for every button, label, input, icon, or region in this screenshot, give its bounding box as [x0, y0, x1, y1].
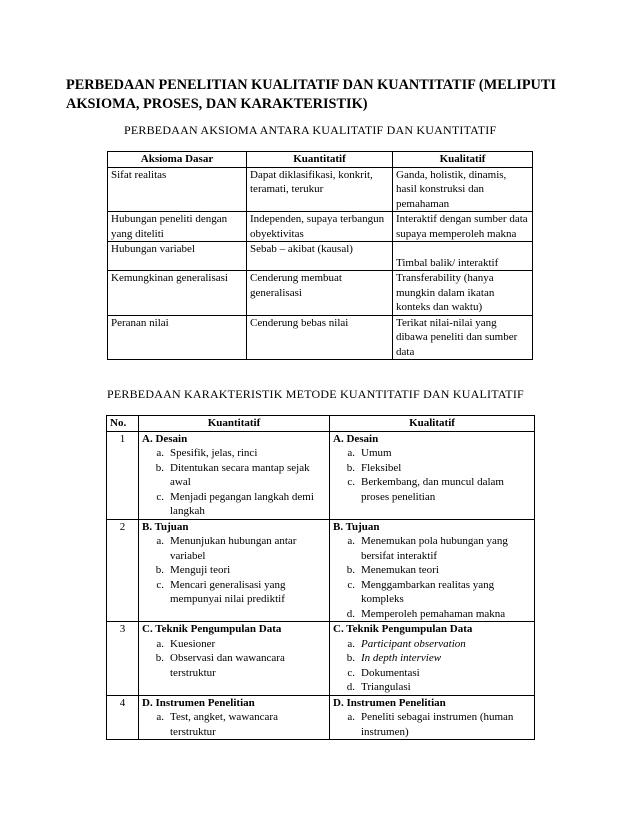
table-row [108, 167, 533, 212]
list-item: a. Kuesioner [156, 637, 216, 650]
list-item: a. Test, angket, wawancara terstruktur [156, 711, 278, 738]
table-cell: Transferability (hanya mungkin dalam ikatan konteks dan waktu) [393, 271, 533, 316]
list-item: b. Menemukan teori [346, 564, 439, 576]
section-title: D. Instrumen Penelitian [333, 696, 446, 709]
list-item: c. Mencari generalisasi yang mempunyai nilai prediktif [156, 578, 286, 605]
list-item: b. Ditentukan secara mantap sejak awal [155, 461, 310, 488]
table-cell [330, 622, 535, 696]
column-header: No. [107, 416, 139, 432]
section-title: A. Desain [333, 432, 379, 445]
section-title: A. Desain [142, 432, 188, 445]
axioms-table [107, 151, 533, 360]
table-cell: Terikat nilai-nilai yang dibawa peneliti dan sumber data [393, 315, 533, 360]
table-cell [330, 519, 535, 622]
list-item: c. Menjadi pegangan langkah demi langkah [156, 490, 314, 517]
list [142, 534, 326, 607]
table-cell [139, 695, 330, 740]
column-header: Kualitatif [330, 416, 535, 432]
table-cell: Peranan nilai [108, 315, 247, 360]
section-title: C. Teknik Pengumpulan Data [333, 623, 473, 635]
table-cell [139, 431, 330, 519]
table-header-row [107, 416, 535, 432]
list-item: b. Menguji teori [155, 564, 231, 576]
list-item: b. Fleksibel [346, 461, 402, 474]
table-cell: Kemungkinan generalisasi [108, 271, 247, 316]
table-cell: Sebab – akibat (kausal) [247, 242, 393, 271]
list [142, 637, 326, 681]
list-item: b. Observasi dan wawancara terstruktur [155, 652, 285, 679]
table-header-row [108, 152, 533, 168]
table-cell: Cenderung bebas nilai [247, 315, 393, 360]
table-cell: Cenderung membuat generalisasi [247, 271, 393, 316]
table-cell: Hubungan peneliti dengan yang diteliti [108, 212, 247, 242]
table-cell: Timbal balik/ interaktif [393, 242, 533, 271]
row-number: 4 [107, 695, 139, 740]
table-row [107, 519, 535, 622]
table-cell [139, 622, 330, 696]
section-title: B. Tujuan [142, 520, 189, 533]
table-cell [330, 431, 535, 519]
list-item: d. Memperoleh pemahaman makna [346, 607, 506, 620]
table-cell [139, 519, 330, 622]
table-cell: Dapat diklasifikasi, konkrit, teramati, terukur [247, 167, 393, 212]
list [333, 446, 531, 504]
table-row [108, 212, 533, 242]
list [142, 710, 326, 739]
column-header: Kualitatif [393, 152, 533, 168]
list-item: b. In depth interview [346, 652, 442, 664]
table-row [108, 242, 533, 271]
section-title: D. Instrumen Penelitian [142, 696, 255, 709]
table-row [108, 315, 533, 360]
table-cell: Interaktif dengan sumber data supaya memperoleh makna [393, 212, 533, 242]
characteristics-table [106, 415, 535, 740]
list [333, 637, 531, 695]
table-cell: Independen, supaya terbangun obyektivitas [247, 212, 393, 242]
table2-caption: PERBEDAAN KARAKTERISTIK METODE KUANTITATIF DAN KUALITATIF [107, 387, 524, 401]
row-number: 1 [107, 431, 139, 519]
list-item: a. Peneliti sebagai instrumen (human instrumen) [347, 711, 514, 738]
list-item: a. Spesifik, jelas, rinci [156, 447, 258, 459]
section-title: B. Tujuan [333, 520, 380, 533]
list-item: c. Berkembang, dan muncul dalam proses penelitian [347, 476, 504, 503]
table-row [108, 271, 533, 316]
section-title: C. Teknik Pengumpulan Data [142, 623, 282, 635]
table-cell: Sifat realitas [108, 167, 247, 212]
table-cell: Hubungan variabel [108, 242, 247, 271]
row-number: 2 [107, 519, 139, 622]
list [333, 534, 531, 621]
list-item: d. Triangulasi [346, 681, 411, 693]
list [142, 446, 326, 519]
list-item: a. Menunjukan hubungan antar variabel [156, 535, 297, 562]
table-row [107, 695, 535, 740]
column-header: Aksioma Dasar [108, 152, 247, 168]
column-header: Kuantitatif [139, 416, 330, 432]
table-cell: Ganda, holistik, dinamis, hasil konstruksi dan pemahaman [393, 167, 533, 212]
page-title: PERBEDAAN PENELITIAN KUALITATIF DAN KUANTITATIF (MELIPUTI AKSIOMA, PROSES, DAN KARAKTERISTIK) [66, 77, 556, 112]
table-cell [330, 695, 535, 740]
list-item: a. Participant observation [347, 637, 466, 650]
table-row [107, 431, 535, 519]
list-item: c. Dokumentasi [347, 666, 420, 679]
list [333, 710, 531, 739]
table1-caption: PERBEDAAN AKSIOMA ANTARA KUALITATIF DAN KUANTITATIF [124, 123, 497, 137]
list-item: a. Umum [347, 447, 392, 459]
table-row [107, 622, 535, 696]
list-item: c. Menggambarkan realitas yang kompleks [347, 578, 495, 605]
list-item: a. Menemukan pola hubungan yang bersifat interaktif [347, 535, 508, 562]
column-header: Kuantitatif [247, 152, 393, 168]
row-number: 3 [107, 622, 139, 696]
